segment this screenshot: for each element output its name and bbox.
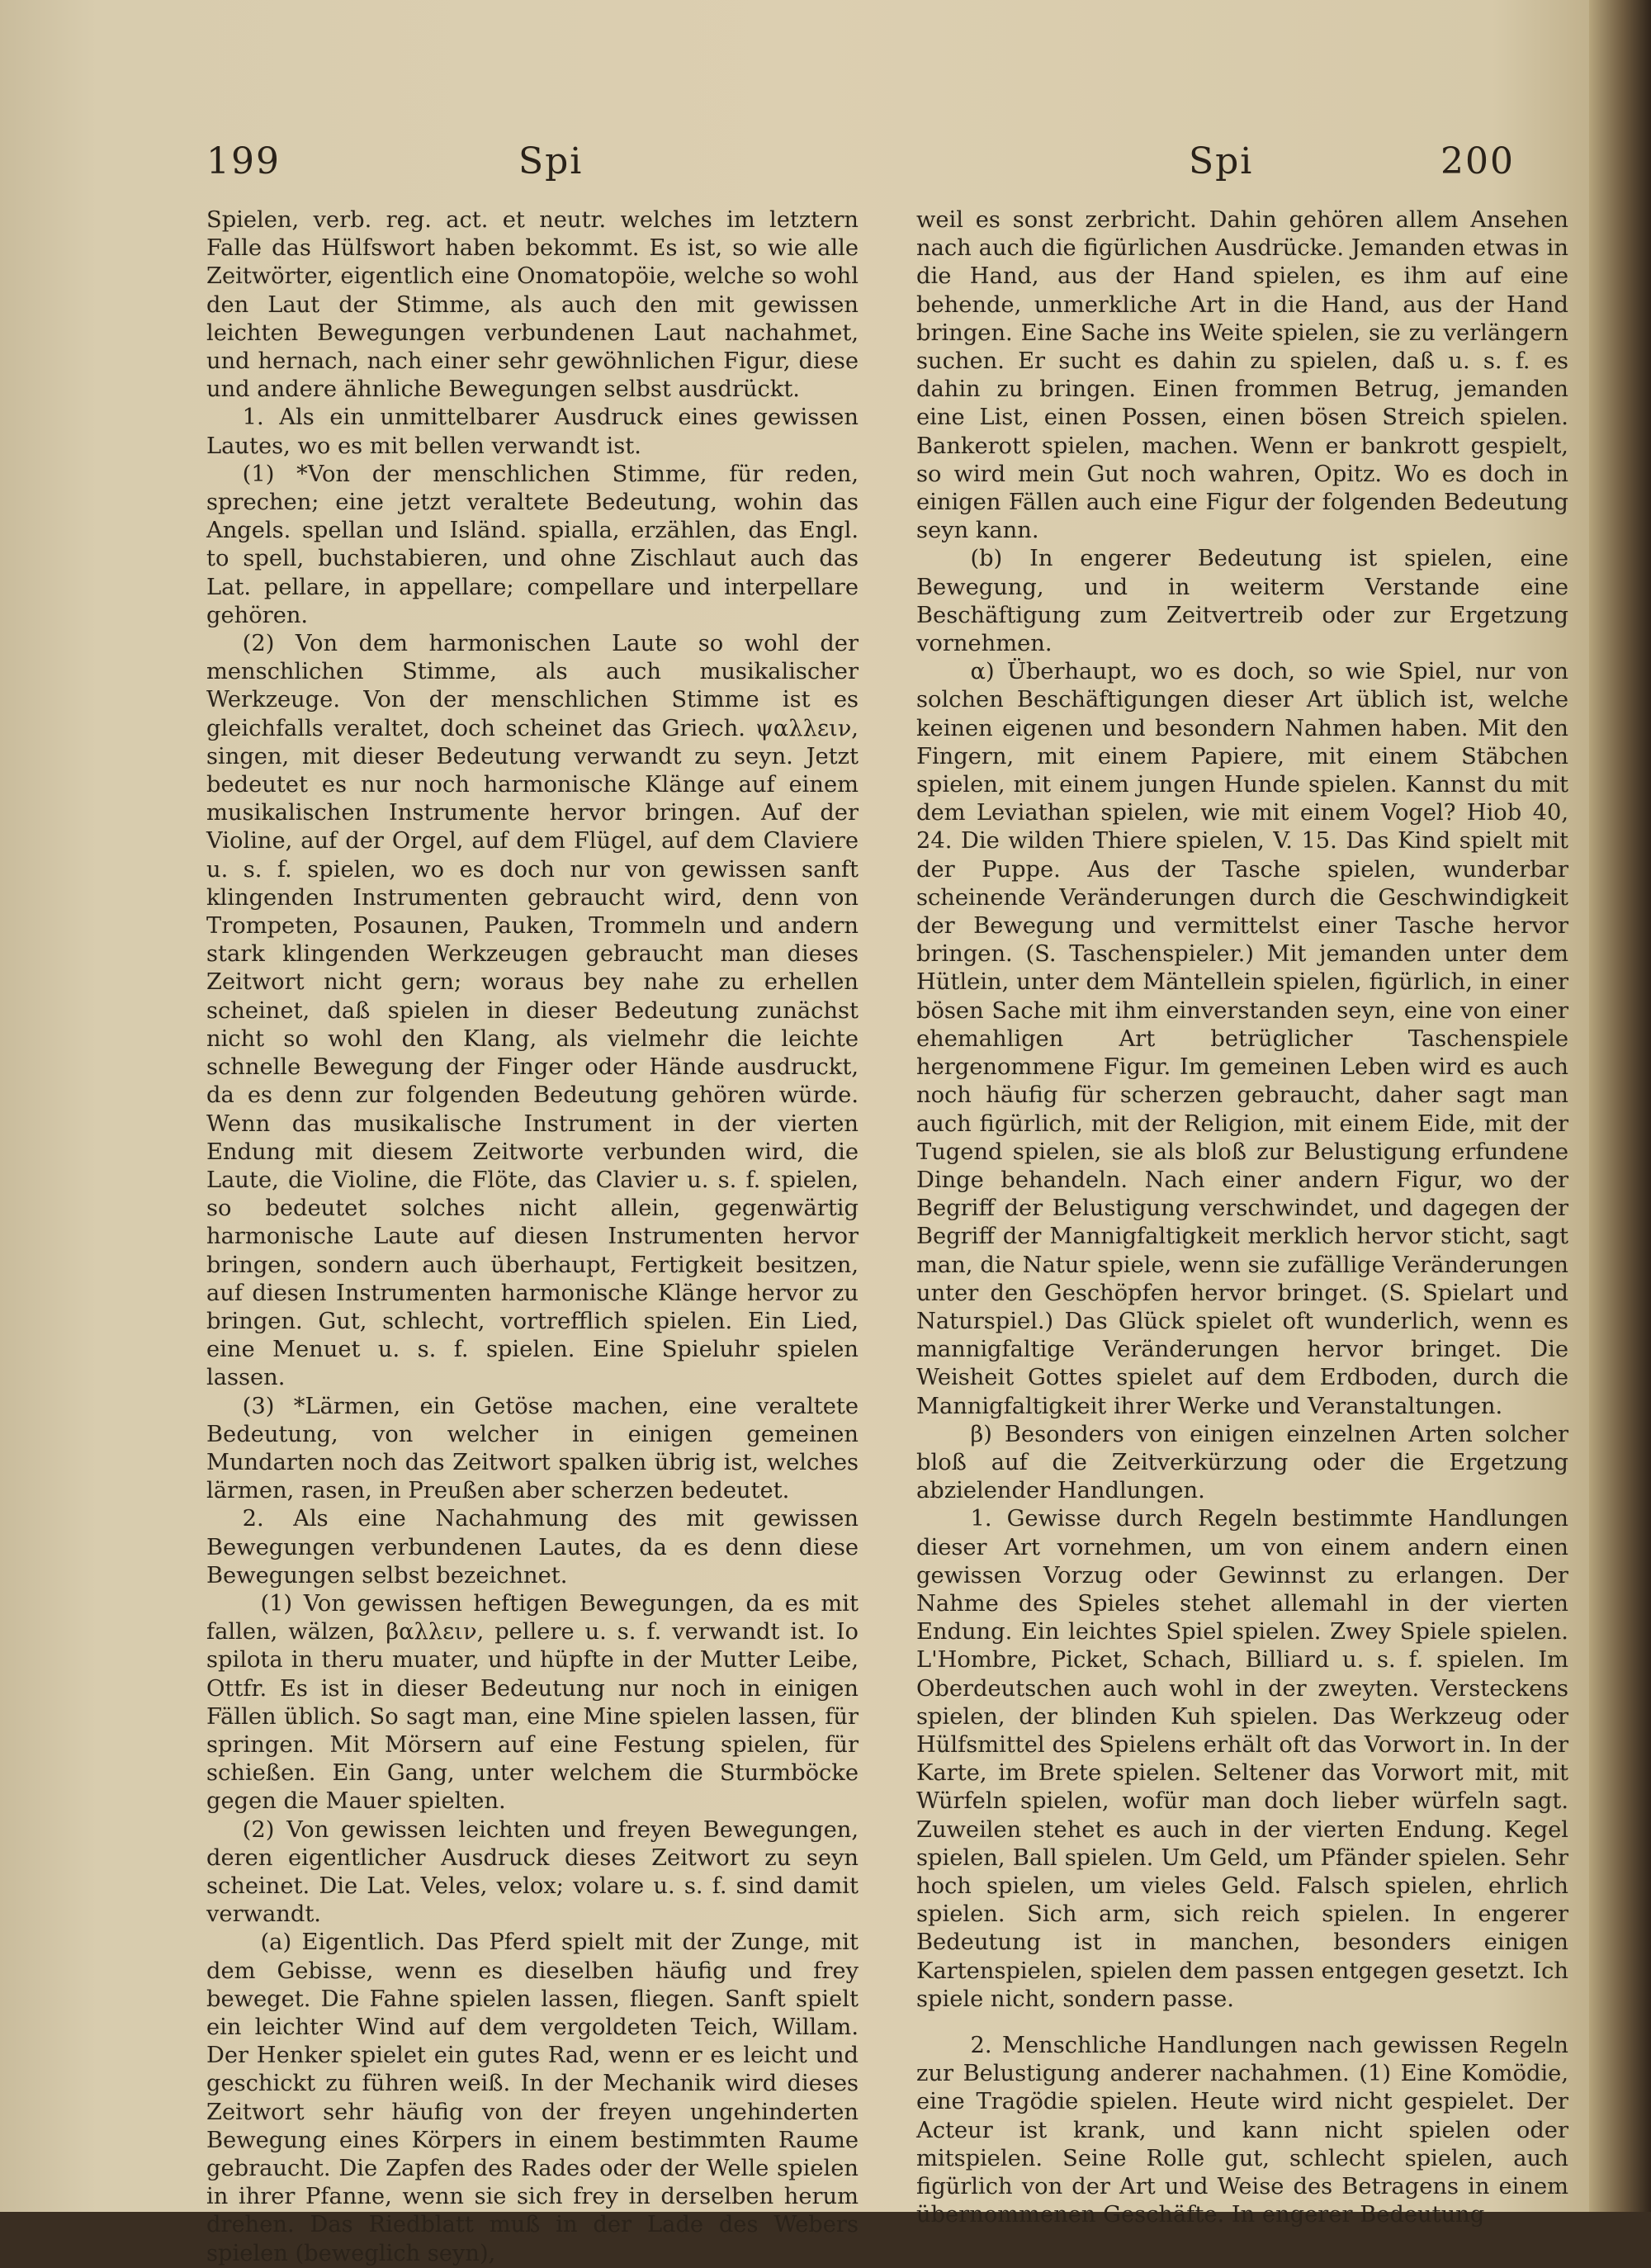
left-page-number: 199 <box>206 140 281 182</box>
left-running-head: Spi <box>518 140 584 182</box>
text-paragraph: 1. Gewisse durch Regeln bestimmte Handlungen dieser Art vornehmen, um von einem andern einen gewissen Vorzug oder Gewinnst zu erlangen. Der Nahme des Spieles stehet allemahl in der vierten Endung. Ein leichtes Spiel spielen. Zwey Spiele spielen. L'Hombre, Picket, Schach, Billiard u. s. f. spielen. Im Oberdeutschen auch wohl in der zweyten. Versteckens spielen, der blinden Kuh spielen. Das Werkzeug oder Hülfsmittel des Spielens erhält oft das Vorwort in. In der Karte, im Brete spielen. Seltener das Vorwort mit, mit Würfeln spielen, wofür man doch lieber würfeln sagt. Zuweilen stehet es auch in der vierten Endung. Kegel spielen, Ball spielen. Um Geld, um Pfänder spielen. Sehr hoch spielen, um vieles Geld. Falsch spielen, ehrlich spielen. Sich arm, sich reich spielen. In engerer Bedeutung ist in manchen, besonders einigen Kartenspielen, spielen dem passen entgegen gesetzt. Ich spiele nicht, sondern passe. <box>916 1506 1568 2012</box>
text-paragraph: β) Besonders von einigen einzelnen Arten solcher bloß auf die Zeitverkürzung oder die Ergetzung abzielender Handlungen. <box>916 1421 1568 1504</box>
text-paragraph: (3) *Lärmen, ein Getöse machen, eine veraltete Bedeutung, von welcher in einigen gemeinen Mundarten noch das Zeitwort spalken übrig ist, welches lärmen, rasen, in Preußen aber scherzen bedeutet. <box>206 1393 859 1504</box>
text-paragraph: 2. Menschliche Handlungen nach gewissen Regeln zur Belustigung anderer nachahmen. (1) Eine Komödie, eine Tragödie spielen. Heute wird nicht gespielet. Der Acteur ist krank, und kann nicht spielen oder mitspielen. Seine Rolle gut, schlecht spielen, auch figürlich von der Art und Weise des Betragens in einem übernommenen Geschäfte. In engerer Bedeutung <box>916 2033 1568 2228</box>
right-column <box>916 206 1568 2229</box>
text-paragraph: (1) Von gewissen heftigen Bewegungen, da es mit fallen, wälzen, βαλλειν, pellere u. s. f. verwandt ist. Io spilota in theru muater, und hüpfte in der Mutter Leibe, Ottfr. Es ist in dieser Bedeutung nur noch in einigen Fällen üblich. So sagt man, eine Mine spielen lassen, für springen. Mit Mörsern auf eine Festung spielen, für schießen. Ein Gang, unter welchem die Sturmböcke gegen die Mauer spielten. <box>206 1590 859 1815</box>
right-running-head: Spi <box>1189 140 1254 182</box>
text-paragraph: (a) Eigentlich. Das Pferd spielt mit der Zunge, mit dem Gebisse, wenn es dieselben häufig und frey beweget. Die Fahne spielen lassen, fliegen. Sanft spielt ein leichter Wind auf dem vergoldeten Teich, Willam. Der Henker spielet ein gutes Rad, wenn er es leicht und geschickt zu führen weiß. In der Mechanik wird dieses Zeitwort sehr häufig von der freyen ungehinderten Bewegung eines Körpers in einem bestimmten Raume gebraucht. Die Zapfen des Rades oder der Welle spielen in ihrer Pfanne, wenn sie sich frey in derselben herum drehen. Das Riedblatt muß in der Lade des Webers spielen (beweglich seyn), <box>206 1929 859 2266</box>
text-paragraph: (1) *Von der menschlichen Stimme, für reden, sprechen; eine jetzt veraltete Bedeutung, wohin das Angels. spellan und Isländ. spialla, erzählen, das Engl. to spell, buchstabieren, und ohne Zischlaut auch das Lat. pellare, in appellare; compellare und interpellare gehören. <box>206 461 859 628</box>
book-gutter-shadow <box>1589 0 1651 2212</box>
text-paragraph: (2) Von gewissen leichten und freyen Bewegungen, deren eigentlicher Ausdruck dieses Zeitwort zu seyn scheinet. Die Lat. Veles, velox; volare u. s. f. sind damit verwandt. <box>206 1816 859 1928</box>
text-paragraph: 2. Als eine Nachahmung des mit gewissen Bewegungen verbundenen Lautes, da es denn diese Bewegungen selbst bezeichnet. <box>206 1506 859 1589</box>
text-paragraph: α) Überhaupt, wo es doch, so wie Spiel, nur von solchen Beschäftigungen dieser Art üblich ist, welche keinen eigenen und besondern Nahmen haben. Mit den Fingern, mit einem Papiere, mit einem Stäbchen spielen, mit einem jungen Hunde spielen. Kannst du mit dem Leviathan spielen, wie mit einem Vogel? Hiob 40, 24. Die wilden Thiere spielen, V. 15. Das Kind spielt mit der Puppe. Aus der Tasche spielen, wunderbar scheinende Veränderungen durch die Geschwindigkeit der Bewegung und vermittelst einer Tasche hervor bringen. (S. Taschenspieler.) Mit jemanden unter dem Hütlein, unter dem Mäntellein spielen, figürlich, in einer bösen Sache mit ihm einverstanden seyn, eine von einer ehemahligen Art betrüglicher Taschenspiele hergenommene Figur. Im gemeinen Leben wird es auch noch häufig für scherzen gebraucht, daher sagt man auch figürlich, mit der Religion, mit einem Eide, mit der Tugend spielen, sie als bloß zur Belustigung erfundene Dinge behandeln. Nach einer andern Figur, wo der Begriff der Belustigung verschwindet, und dagegen der Begriff der Mannigfaltigkeit merklich hervor sticht, sagt man, die Natur spiele, wenn sie zufällige Veränderungen unter den Geschöpfen hervor bringet. (S. Spielart und Naturspiel.) Das Glück spielet oft wunderlich, wenn es mannigfaltige Veränderungen hervor bringet. Die Weisheit Gottes spielet auf dem Erdboden, durch die Mannigfaltigkeit ihrer Werke und Veranstaltungen. <box>916 659 1568 1419</box>
left-column <box>206 206 859 2268</box>
text-paragraph: (b) In engerer Bedeutung ist spielen, eine Bewegung, und in weiterm Verstande eine Beschäftigung zum Zeitvertreib oder zur Ergetzung vornehmen. <box>916 546 1568 657</box>
text-paragraph: 1. Als ein unmittelbarer Ausdruck eines gewissen Lautes, wo es mit bellen verwandt ist. <box>206 405 859 459</box>
entry-headword-paragraph: Spielen, verb. reg. act. et neutr. welches im letztern Falle das Hülfswort haben bekommt. Es ist, so wie alle Zeitwörter, eigentlich eine Onomatopöie, welche so wohl den Laut der Stimme, als auch den mit gewissen leichten Bewegungen verbundenen Laut nachahmet, und hernach, nach einer sehr gewöhnlichen Figur, diese und andere ähnliche Bewegungen selbst ausdrückt. <box>206 207 859 403</box>
text-paragraph: weil es sonst zerbricht. Dahin gehören allem Ansehen nach auch die figürlichen Ausdrücke. Jemanden etwas in die Hand, aus der Hand spielen, es ihm auf eine behende, unmerkliche Art in die Hand, aus der Hand bringen. Eine Sache ins Weite spielen, sie zu verlängern suchen. Er sucht es dahin zu spielen, daß u. s. f. es dahin zu bringen. Einen frommen Betrug, jemanden eine List, einen Possen, einen bösen Streich spielen. Bankerott spielen, machen. Wenn er bankrott gespielt, so wird mein Gut noch wahren, Opitz. Wo es doch in einigen Fällen auch eine Figur der folgenden Bedeutung seyn kann. <box>916 207 1568 544</box>
right-page-number: 200 <box>1440 140 1515 182</box>
text-paragraph: (2) Von dem harmonischen Laute so wohl der menschlichen Stimme, als auch musikalischer Werkzeuge. Von der menschlichen Stimme ist es gleichfalls veraltet, doch scheinet das Griech. ψαλλειν, singen, mit dieser Bedeutung verwandt zu seyn. Jetzt bedeutet es nur noch harmonische Klänge auf einem musikalischen Instrumente hervor bringen. Auf der Violine, auf der Orgel, auf dem Flügel, auf dem Claviere u. s. f. spielen, wo es doch nur von gewissen sanft klingenden Instrumenten gebraucht wird, denn von Trompeten, Posaunen, Pauken, Trommeln und andern stark klingenden Werkzeugen gebraucht man dieses Zeitwort nicht gern; woraus bey nahe zu erhellen scheinet, daß spielen in dieser Bedeutung zunächst nicht so wohl den Klang, als vielmehr die leichte schnelle Bewegung der Finger oder Hände ausdruckt, da es denn zur folgenden Bedeutung gehören würde. Wenn das musikalische Instrument in der vierten Endung mit diesem Zeitworte verbunden wird, die Laute, die Violine, die Flöte, das Clavier u. s. f. spielen, so bedeutet solches nicht allein, gegenwärtig harmonische Laute auf diesen Instrumenten hervor bringen, sondern auch überhaupt, Fertigkeit besitzen, auf diesen Instrumenten harmonische Klänge hervor zu bringen. Gut, schlecht, vortrefflich spielen. Ein Lied, eine Menuet u. s. f. spielen. Eine Spieluhr spielen lassen. <box>206 631 859 1391</box>
